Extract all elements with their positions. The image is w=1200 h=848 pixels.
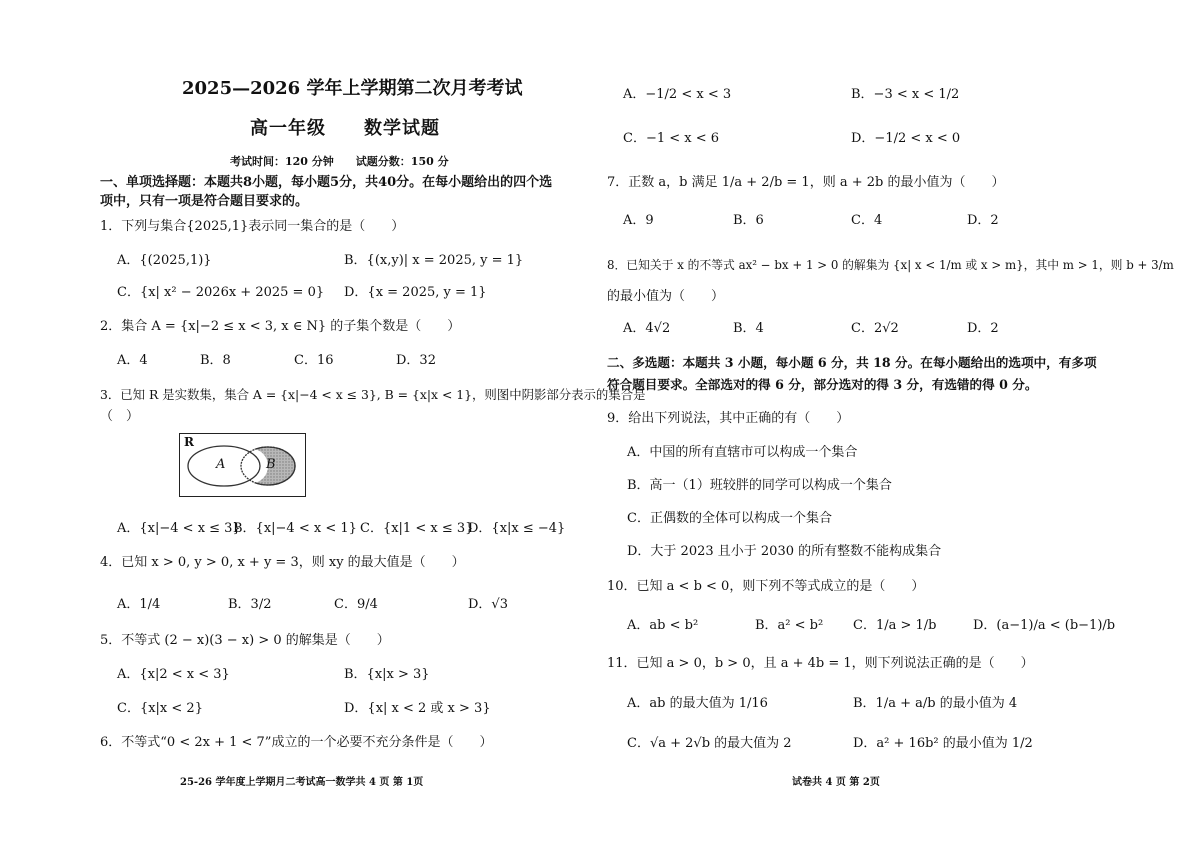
q10-option-d: D．(a−1)/a < (b−1)/b [973,618,1116,633]
q4-option-a: A．1/4 [117,597,161,612]
q1-option-d: D．{x = 2025, y = 1} [344,285,487,300]
q6-option-b: B．−3 < x < 1/2 [851,87,960,102]
q4-stem: 4．已知 x > 0, y > 0, x + y = 3，则 xy 的最大值是（ ） [100,555,465,570]
q3-stem-line2: （ ） [100,409,140,424]
q9-option-c: C．正偶数的全体可以构成一个集合 [627,511,832,526]
q3-option-c: C．{x|1 < x ≤ 3} [360,521,474,536]
q3-stem-line1: 3．已知 R 是实数集，集合 A = {x|−4 < x ≤ 3}, B = {x|x < 1}，则图中阴影部分表示的集合是 [100,387,646,402]
exam-info: 考试时间：120 分钟 试题分数：150 分 [230,155,449,168]
q9-option-d: D．大于 2023 且小于 2030 的所有整数不能构成集合 [627,544,942,559]
q5-stem: 5．不等式 (2 − x)(3 − x) > 0 的解集是（ ） [100,633,390,648]
q2-option-a: A．4 [117,353,148,368]
q9-option-b: B．高一（1）班较胖的同学可以构成一个集合 [627,478,892,493]
q8-option-a: A．4√2 [623,321,671,336]
q3-option-a: A．{x|−4 < x ≤ 3} [117,521,241,536]
q8-option-b: B．4 [733,321,764,336]
q4-option-b: B．3/2 [228,597,272,612]
q8-option-d: D．2 [967,321,999,336]
q11-stem: 11．已知 a > 0，b > 0，且 a + 4b = 1，则下列说法正确的是（ ） [607,656,1034,671]
q11-option-d: D．a² + 16b² 的最小值为 1/2 [853,736,1033,751]
q7-option-a: A．9 [623,213,654,228]
q10-option-a: A．ab < b² [627,618,699,633]
q10-stem: 10．已知 a < b < 0，则下列不等式成立的是（ ） [607,579,925,594]
q2-stem: 2．集合 A = {x|−2 ≤ x < 3, x ∈ N} 的子集个数是（ ） [100,319,461,334]
q9-stem: 9．给出下列说法，其中正确的有（ ） [607,411,850,426]
venn-label-b: B [266,457,276,472]
q7-stem: 7．正数 a，b 满足 1/a + 2/b = 1，则 a + 2b 的最小值为（ ） [607,175,1005,190]
venn-circles [180,434,305,496]
q9-option-a: A．中国的所有直辖市可以构成一个集合 [627,445,858,460]
q3-option-d: D．{x|x ≤ −4} [468,521,566,536]
exam-title: 2025—2026 学年上学期第二次月考考试 [182,78,523,99]
q3-option-b: B．{x|−4 < x < 1} [233,521,357,536]
section1-heading-line1: 一、单项选择题：本题共8小题，每小题5分，共40分。在每小题给出的四个选 [100,175,553,190]
section1-heading-line2: 项中，只有一项是符合题目要求的。 [100,194,309,209]
q2-option-d: D．32 [396,353,436,368]
q5-option-d: D．{x| x < 2 或 x > 3} [344,701,491,716]
q6-stem: 6．不等式“0 < 2x + 1 < 7”成立的一个必要不充分条件是（ ） [100,735,493,750]
q10-option-c: C．1/a > 1/b [853,618,937,633]
q1-option-c: C．{x| x² − 2026x + 2025 = 0} [117,285,325,300]
q7-option-c: C．4 [851,213,883,228]
q7-option-d: D．2 [967,213,999,228]
section2-heading-line2: 符合题目要求。全部选对的得 6 分，部分选对的得 3 分，有选错的得 0 分。 [607,377,1038,392]
right-page-footer: 试卷共 4 页 第 2页 [792,777,880,788]
q2-option-b: B．8 [200,353,231,368]
q5-option-a: A．{x|2 < x < 3} [117,667,230,682]
q2-option-c: C．16 [294,353,334,368]
exam-subtitle: 高一年级 数学试题 [250,118,440,139]
q6-option-c: C．−1 < x < 6 [623,131,720,146]
q11-option-a: A．ab 的最大值为 1/16 [627,696,768,711]
q8-stem-line2: 的最小值为（ ） [607,289,725,304]
q5-option-b: B．{x|x > 3} [344,667,430,682]
q11-option-c: C．√a + 2√b 的最大值为 2 [627,736,792,751]
q7-option-b: B．6 [733,213,764,228]
venn-label-r: R [184,435,194,449]
q8-option-c: C．2√2 [851,321,899,336]
q6-option-a: A．−1/2 < x < 3 [623,87,732,102]
q1-option-b: B．{(x,y)| x = 2025, y = 1} [344,253,524,268]
q5-option-c: C．{x|x < 2} [117,701,203,716]
q6-option-d: D．−1/2 < x < 0 [851,131,961,146]
q11-option-b: B．1/a + a/b 的最小值为 4 [853,696,1018,711]
q8-stem-line1: 8．已知关于 x 的不等式 ax² − bx + 1 > 0 的解集为 {x| x < 1/m 或 x > m}，其中 m > 1，则 b + 3/m [607,258,1174,272]
venn-label-a: A [216,457,226,472]
venn-diagram [179,433,306,497]
q4-option-c: C．9/4 [334,597,378,612]
q4-option-d: D．√3 [468,597,508,612]
left-page-footer: 25-26 学年度上学期月二考试高一数学共 4 页 第 1页 [180,777,424,788]
q1-stem: 1．下列与集合{2025,1}表示同一集合的是（ ） [100,219,405,234]
q10-option-b: B．a² < b² [755,618,824,633]
section2-heading-line1: 二、多选题：本题共 3 小题，每小题 6 分，共 18 分。在每小题给出的选项中，有多项 [607,355,1097,370]
q1-option-a: A．{(2025,1)} [117,253,212,268]
